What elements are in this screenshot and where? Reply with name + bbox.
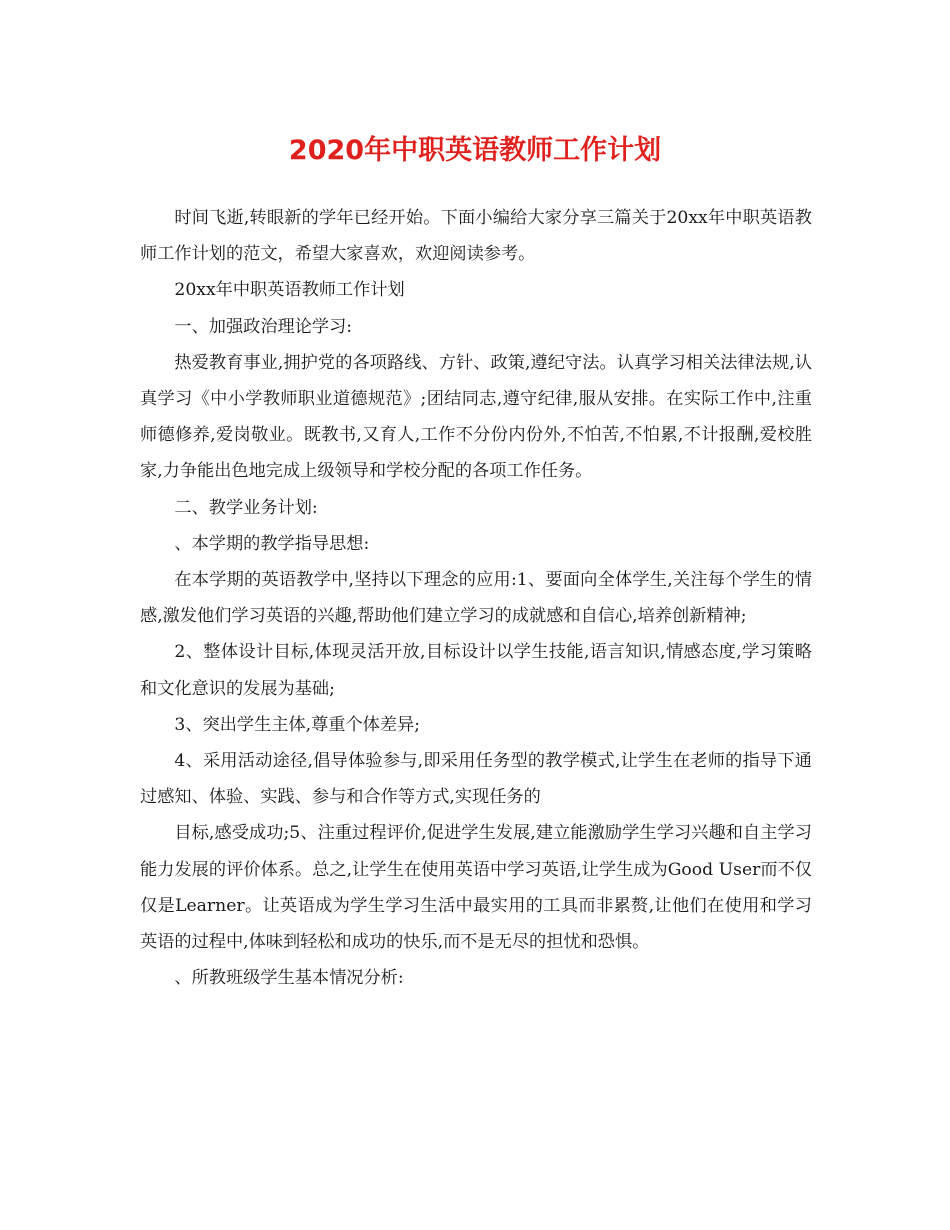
paragraph-principle-1: 在本学期的英语教学中,坚持以下理念的应用:1、要面向全体学生,关注每个学生的情感,激发他们学习英语的兴趣,帮助他们建立学习的成就感和自信心,培养创新精神;: [140, 570, 812, 627]
document-body: [140, 200, 812, 996]
section-heading-2: 二、教学业务计划:: [174, 497, 318, 518]
paragraph-subtitle: 20xx年中职英语教师工作计划: [174, 280, 405, 301]
paragraph-principle-5: 目标,感受成功;5、注重过程评价,促进学生发展,建立能激励学生学习兴趣和自主学习能力发展的评价体系。总之,让学生在使用英语中学习英语,让学生成为Good User而不仅仅是Learner。让英语成为学生学习生活中最实用的工具而非累赘,让他们在使用和学习英语的过程中,体味到轻松和成功的快乐,而不是无尽的担忧和恐惧。: [140, 823, 812, 953]
section-heading-1: 一、加强政治理论学习:: [174, 316, 353, 337]
paragraph-principle-4: 4、采用活动途径,倡导体验参与,即采用任务型的教学模式,让学生在老师的指导下通过感知、体验、实践、参与和合作等方式,实现任务的: [140, 751, 812, 808]
subheading-guiding-thought: 、本学期的教学指导思想:: [174, 533, 370, 554]
paragraph-principle-3: 3、突出学生主体,尊重个体差异;: [174, 714, 421, 735]
paragraph-intro: 时间飞逝,转眼新的学年已经开始。下面小编给大家分享三篇关于20xx年中职英语教师工作计划的范文，希望大家喜欢，欢迎阅读参考。: [140, 208, 812, 265]
subheading-class-analysis: 、所教班级学生基本情况分析:: [174, 968, 404, 989]
document-title: 2020年中职英语教师工作计划: [288, 135, 662, 166]
paragraph-politics: 热爱教育事业,拥护党的各项路线、方针、政策,遵纪守法。认真学习相关法律法规,认真学习《中小学教师职业道德规范》;团结同志,遵守纪律,服从安排。在实际工作中,注重师德修养,爱岗敬业。既教书,又育人,工作不分份内份外,不怕苦,不怕累,不计报酬,爱校胜家,力争能出色地完成上级领导和学校分配的各项工作任务。: [140, 352, 812, 482]
paragraph-principle-2: 2、整体设计目标,体现灵活开放,目标设计以学生技能,语言知识,情感态度,学习策略和文化意识的发展为基础;: [140, 642, 812, 699]
